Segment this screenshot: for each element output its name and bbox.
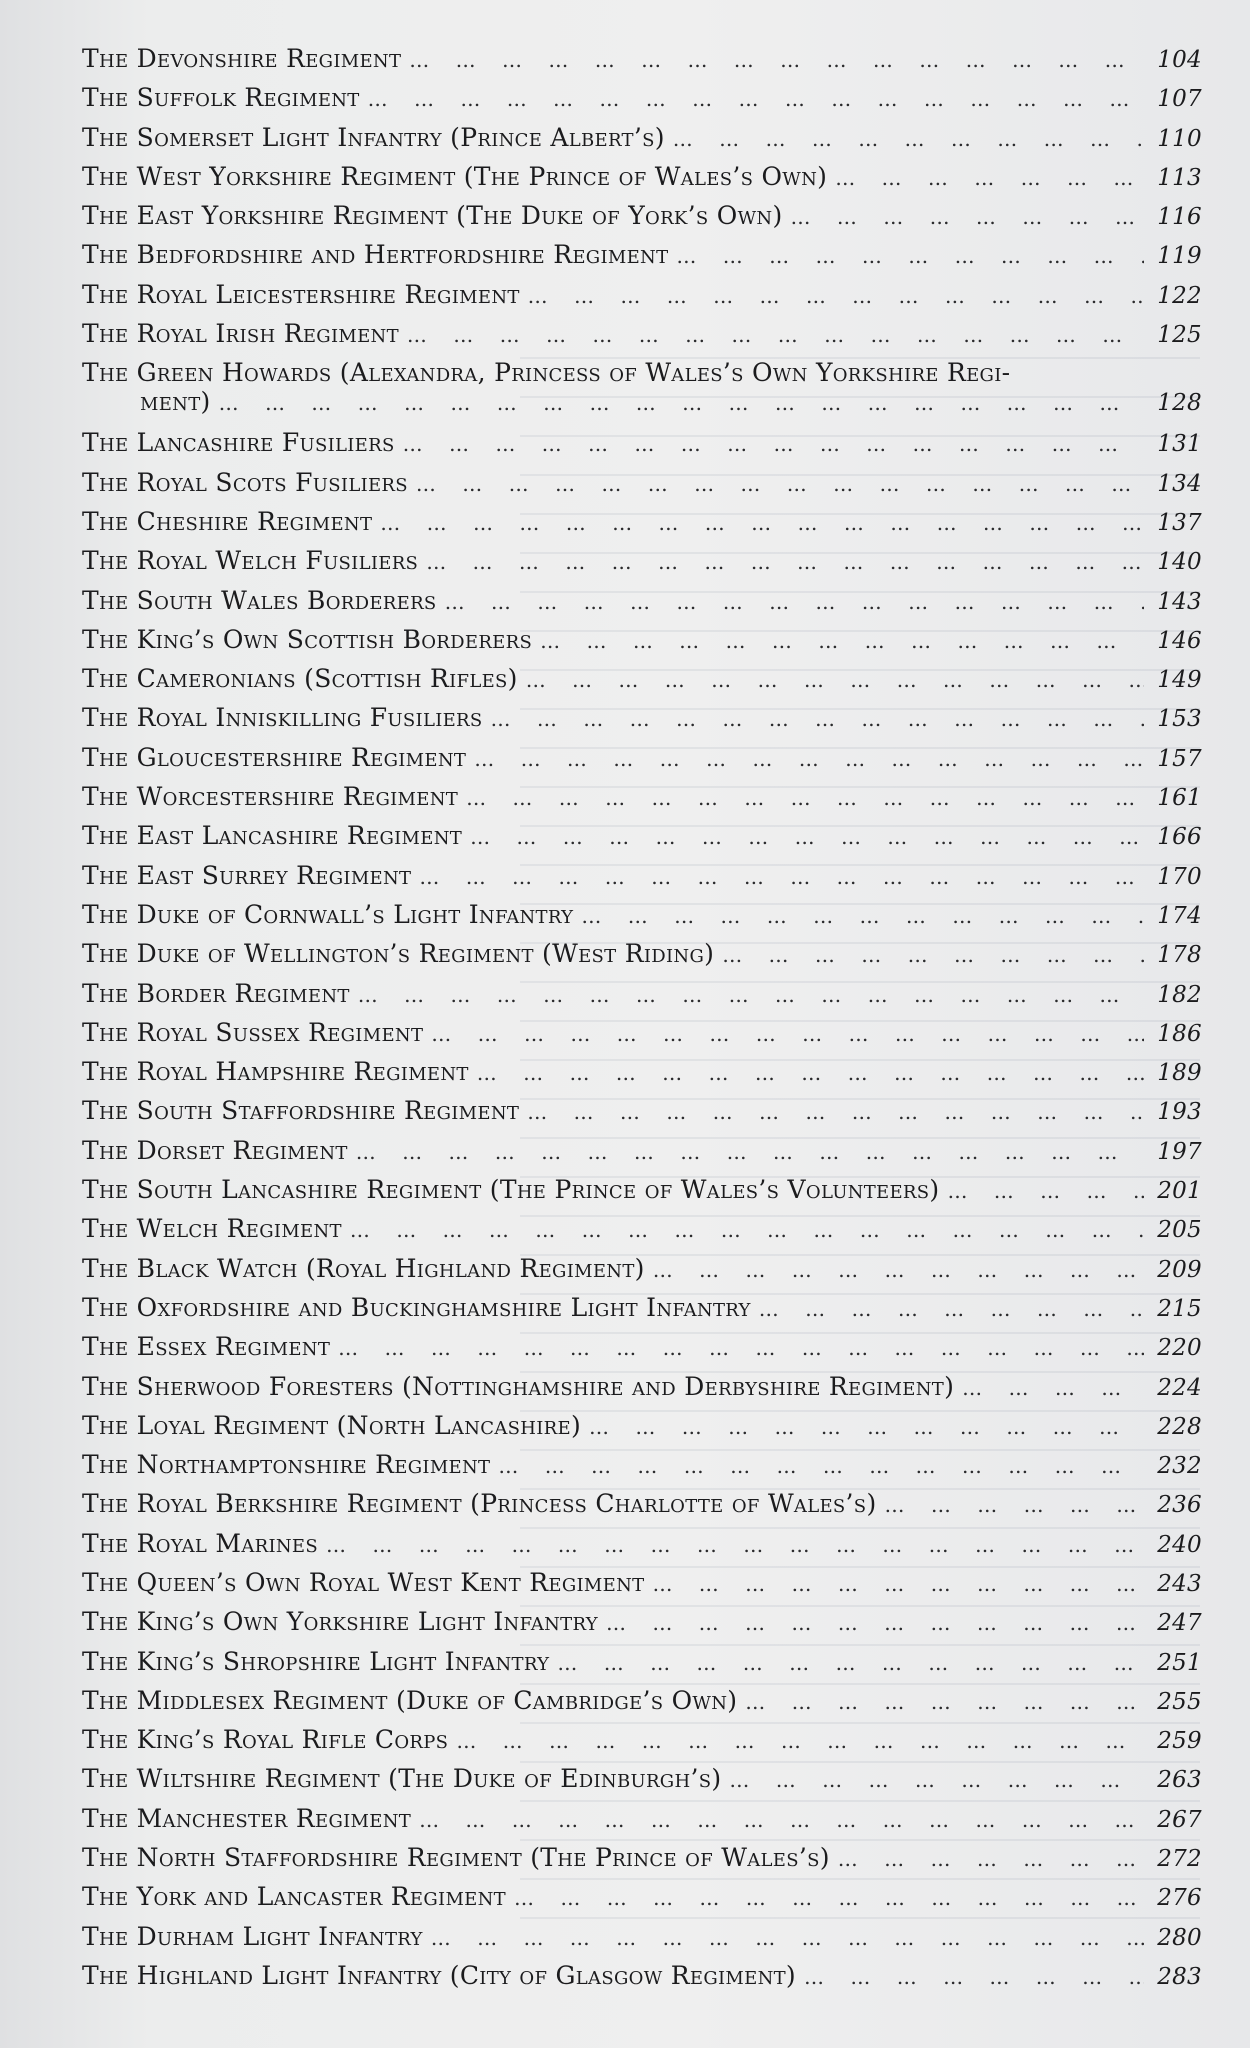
entry-page-number: 224 bbox=[1157, 1374, 1202, 1401]
entry-page-number: 182 bbox=[1157, 981, 1202, 1008]
entry-title: The Devonshire Regiment bbox=[82, 44, 402, 73]
entry-page-number: 259 bbox=[1157, 1728, 1202, 1755]
toc-entry bbox=[82, 979, 1202, 1018]
entry-title: The Royal Berkshire Regiment (Princess Charlotte of Wales’s) bbox=[82, 1489, 877, 1519]
dot-leader bbox=[431, 1926, 1144, 1950]
toc-entry bbox=[82, 1489, 1202, 1528]
dot-leader bbox=[368, 87, 1144, 111]
entry-page-number: 140 bbox=[1157, 549, 1202, 576]
toc-entry bbox=[82, 1214, 1202, 1253]
dot-leader bbox=[759, 1297, 1144, 1321]
entry-page-number: 137 bbox=[1157, 509, 1202, 536]
dot-leader bbox=[540, 629, 1144, 653]
toc-entry bbox=[82, 1057, 1202, 1096]
entry-title: The Green Howards (Alexandra, Princess of Wales’s Own Yorkshire Regi- bbox=[82, 358, 1011, 388]
dot-leader bbox=[474, 747, 1144, 771]
entry-title: The East Yorkshire Regiment (The Duke of York’s Own) bbox=[82, 201, 783, 231]
entry-page-number: 193 bbox=[1157, 1099, 1202, 1126]
toc-entry bbox=[82, 1096, 1202, 1135]
entry-title: The South Staffordshire Regiment bbox=[82, 1096, 520, 1126]
entry-title: The Royal Leicestershire Regiment bbox=[82, 279, 520, 309]
entry-title: The Duke of Cornwall’s Light Infantry bbox=[82, 899, 574, 929]
entry-title: The Lancashire Fusiliers bbox=[82, 428, 395, 458]
dot-leader bbox=[456, 1729, 1144, 1753]
dot-leader bbox=[498, 1454, 1144, 1478]
entry-page-number: 243 bbox=[1157, 1570, 1202, 1597]
dot-leader bbox=[403, 432, 1144, 456]
entry-page-number: 134 bbox=[1157, 470, 1202, 497]
entry-title: The Royal Hampshire Regiment bbox=[82, 1057, 469, 1087]
dot-leader bbox=[745, 1690, 1144, 1714]
entry-title: The East Surrey Regiment bbox=[82, 860, 412, 890]
dot-leader bbox=[589, 1415, 1144, 1439]
entry-page-number: 247 bbox=[1157, 1610, 1202, 1637]
entry-title: The Sherwood Foresters (Nottinghamshire and Derbyshire Regiment) bbox=[82, 1371, 955, 1401]
toc-entry bbox=[82, 1450, 1202, 1489]
dot-leader bbox=[606, 1611, 1144, 1635]
dot-leader bbox=[431, 1022, 1144, 1046]
entry-page-number: 119 bbox=[1157, 243, 1202, 270]
entry-title: The Royal Inniskilling Fusiliers bbox=[82, 703, 483, 733]
entry-title: The Royal Scots Fusiliers bbox=[82, 467, 408, 497]
toc-entry bbox=[82, 162, 1202, 201]
entry-title: The King’s Own Scottish Borderers bbox=[82, 624, 533, 654]
toc-entry bbox=[82, 861, 1202, 900]
dot-leader bbox=[581, 904, 1144, 928]
entry-page-number: 153 bbox=[1157, 706, 1202, 733]
entry-title: The Dorset Regiment bbox=[82, 1135, 348, 1165]
entry-page-number: 228 bbox=[1157, 1413, 1202, 1440]
entry-title: The Manchester Regiment bbox=[82, 1803, 412, 1833]
entry-page-number: 166 bbox=[1157, 824, 1202, 851]
entry-title: The South Wales Borderers bbox=[82, 585, 437, 615]
entry-page-number: 174 bbox=[1157, 902, 1202, 929]
dot-leader bbox=[947, 1179, 1144, 1203]
dot-leader bbox=[528, 284, 1144, 308]
dot-leader bbox=[470, 825, 1144, 849]
entry-page-number: 283 bbox=[1157, 1963, 1202, 1990]
dot-leader bbox=[416, 472, 1144, 496]
entry-title: The Wiltshire Regiment (The Duke of Edinburgh’s) bbox=[82, 1764, 722, 1794]
entry-page-number: 131 bbox=[1157, 431, 1202, 458]
entry-page-number: 107 bbox=[1157, 86, 1202, 113]
toc-entry bbox=[82, 1332, 1202, 1371]
entry-title: The South Lancashire Regiment (The Prince of Wales’s Volunteers) bbox=[82, 1175, 940, 1205]
entry-page-number: 149 bbox=[1157, 667, 1202, 694]
entry-title: The Royal Marines bbox=[82, 1528, 319, 1558]
toc-entry bbox=[82, 1293, 1202, 1332]
entry-page-number: 110 bbox=[1157, 125, 1202, 152]
dot-leader bbox=[526, 668, 1144, 692]
toc-entry bbox=[82, 782, 1202, 821]
entry-page-number: 157 bbox=[1157, 745, 1202, 772]
toc-entry bbox=[82, 586, 1202, 625]
entry-page-number: 178 bbox=[1157, 942, 1202, 969]
entry-page-number: 280 bbox=[1157, 1924, 1202, 1951]
entry-page-number: 232 bbox=[1157, 1453, 1202, 1480]
toc-entry bbox=[82, 1764, 1202, 1803]
dot-leader bbox=[350, 1218, 1144, 1242]
dot-leader bbox=[407, 323, 1144, 347]
entry-title: The Black Watch (Royal Highland Regiment) bbox=[82, 1253, 645, 1283]
dot-leader bbox=[722, 943, 1144, 967]
toc-entry bbox=[82, 468, 1202, 507]
entry-page-number: 186 bbox=[1157, 1020, 1202, 1047]
entry-title-continuation: ment) bbox=[140, 387, 211, 417]
entry-title: The Loyal Regiment (North Lancashire) bbox=[82, 1410, 582, 1440]
toc-entry bbox=[82, 743, 1202, 782]
entry-title: The Cheshire Regiment bbox=[82, 506, 373, 536]
dot-leader bbox=[527, 1100, 1144, 1124]
dot-leader bbox=[380, 511, 1144, 535]
dot-leader bbox=[835, 166, 1144, 190]
toc-entry bbox=[82, 939, 1202, 978]
entry-page-number: 215 bbox=[1157, 1295, 1202, 1322]
entry-page-number: 128 bbox=[1157, 390, 1202, 417]
toc-entry bbox=[82, 358, 1202, 428]
entry-title: The Duke of Wellington’s Regiment (West Riding) bbox=[82, 939, 715, 969]
dot-leader bbox=[326, 1533, 1144, 1557]
toc-entry bbox=[82, 1922, 1202, 1961]
dot-leader bbox=[514, 1886, 1144, 1910]
dot-leader bbox=[358, 983, 1144, 1007]
entry-page-number: 220 bbox=[1157, 1335, 1202, 1362]
toc-entry bbox=[82, 703, 1202, 742]
entry-title: The York and Lancaster Regiment bbox=[82, 1882, 506, 1912]
entry-page-number: 189 bbox=[1157, 1060, 1202, 1087]
toc-entry bbox=[82, 1725, 1202, 1764]
entry-continuation-line bbox=[82, 387, 1202, 416]
dot-leader bbox=[804, 1965, 1144, 1989]
entry-page-number: 209 bbox=[1157, 1256, 1202, 1283]
toc-entry bbox=[82, 1018, 1202, 1057]
entry-page-number: 276 bbox=[1157, 1885, 1202, 1912]
entry-page-number: 113 bbox=[1157, 164, 1202, 191]
dot-leader bbox=[338, 1336, 1144, 1360]
entry-page-number: 197 bbox=[1157, 1138, 1202, 1165]
toc-entry bbox=[82, 1647, 1202, 1686]
toc-entry bbox=[82, 625, 1202, 664]
entry-title: The Border Regiment bbox=[82, 978, 350, 1008]
dot-leader bbox=[791, 205, 1145, 229]
toc-entry bbox=[82, 1136, 1202, 1175]
dot-leader bbox=[466, 786, 1144, 810]
entry-page-number: 122 bbox=[1157, 282, 1202, 309]
toc-entry bbox=[82, 1411, 1202, 1450]
entry-page-number: 116 bbox=[1157, 204, 1202, 231]
toc-entry bbox=[82, 83, 1202, 122]
toc-entry bbox=[82, 201, 1202, 240]
entry-title: The Oxfordshire and Buckinghamshire Light Infantry bbox=[82, 1292, 751, 1322]
entry-title: The Durham Light Infantry bbox=[82, 1921, 423, 1951]
entry-title: The Middlesex Regiment (Duke of Cambridge’s Own) bbox=[82, 1685, 738, 1715]
entry-title: The Northamptonshire Regiment bbox=[82, 1450, 491, 1480]
entry-page-number: 125 bbox=[1157, 322, 1202, 349]
table-of-contents bbox=[82, 44, 1202, 2000]
entry-page-number: 104 bbox=[1157, 47, 1202, 73]
dot-leader bbox=[673, 127, 1144, 151]
dot-leader bbox=[477, 1061, 1144, 1085]
dot-leader bbox=[419, 865, 1144, 889]
entry-page-number: 267 bbox=[1157, 1806, 1202, 1833]
entry-page-number: 236 bbox=[1157, 1492, 1202, 1519]
entry-title: The Cameronians (Scottish Rifles) bbox=[82, 664, 518, 694]
toc-entry bbox=[82, 1686, 1202, 1725]
entry-title: The West Yorkshire Regiment (The Prince of Wales’s Own) bbox=[82, 161, 828, 191]
toc-entry bbox=[82, 1529, 1202, 1568]
entry-title: The Welch Regiment bbox=[82, 1214, 342, 1244]
entry-title: The King’s Shropshire Light Infantry bbox=[82, 1646, 550, 1676]
entry-title: The Highland Light Infantry (City of Glasgow Regiment) bbox=[82, 1960, 796, 1990]
dot-leader bbox=[962, 1376, 1144, 1400]
toc-entry bbox=[82, 428, 1202, 467]
entry-page-number: 272 bbox=[1157, 1846, 1202, 1873]
toc-entry bbox=[82, 240, 1202, 279]
toc-entry bbox=[82, 319, 1202, 358]
dot-leader bbox=[219, 391, 1144, 415]
entry-title: The Suffolk Regiment bbox=[82, 83, 360, 113]
entry-title: The North Staffordshire Regiment (The Prince of Wales’s) bbox=[82, 1843, 830, 1873]
toc-entry bbox=[82, 1961, 1202, 2000]
toc-entry bbox=[82, 1175, 1202, 1214]
toc-entry bbox=[82, 1882, 1202, 1921]
entry-title: The Royal Welch Fusiliers bbox=[82, 546, 419, 576]
entry-page-number: 255 bbox=[1157, 1688, 1202, 1715]
entry-title: The Essex Regiment bbox=[82, 1332, 331, 1362]
toc-entry bbox=[82, 900, 1202, 939]
entry-title: The King’s Royal Rifle Corps bbox=[82, 1725, 449, 1755]
entry-page-number: 251 bbox=[1157, 1649, 1202, 1676]
entry-page-number: 146 bbox=[1157, 627, 1202, 654]
dot-leader bbox=[426, 550, 1144, 574]
dot-leader bbox=[356, 1140, 1144, 1164]
dot-leader bbox=[557, 1651, 1144, 1675]
toc-entry bbox=[82, 280, 1202, 319]
toc-entry bbox=[82, 1607, 1202, 1646]
toc-entry bbox=[82, 1568, 1202, 1607]
dot-leader bbox=[653, 1258, 1144, 1282]
toc-entry bbox=[82, 546, 1202, 585]
dot-leader bbox=[409, 48, 1144, 72]
toc-entry bbox=[82, 1372, 1202, 1411]
dot-leader bbox=[652, 1572, 1144, 1596]
dot-leader bbox=[419, 1808, 1144, 1832]
entry-title: The Gloucestershire Regiment bbox=[82, 742, 467, 772]
entry-page-number: 263 bbox=[1157, 1767, 1202, 1794]
entry-page-number: 143 bbox=[1157, 588, 1202, 615]
entry-page-number: 205 bbox=[1157, 1217, 1202, 1244]
entry-title: The Worcestershire Regiment bbox=[82, 782, 459, 812]
dot-leader bbox=[729, 1768, 1144, 1792]
toc-entry bbox=[82, 123, 1202, 162]
entry-page-number: 201 bbox=[1157, 1178, 1202, 1205]
toc-entry bbox=[82, 507, 1202, 546]
toc-entry bbox=[82, 664, 1202, 703]
dot-leader bbox=[445, 590, 1144, 614]
entry-page-number: 170 bbox=[1157, 863, 1202, 890]
toc-entry bbox=[82, 1843, 1202, 1882]
entry-title: The Bedfordshire and Hertfordshire Regiment bbox=[82, 240, 669, 270]
toc-entry bbox=[82, 44, 1202, 83]
entry-page-number: 240 bbox=[1157, 1531, 1202, 1558]
entry-title: The Royal Sussex Regiment bbox=[82, 1017, 424, 1047]
dot-leader bbox=[838, 1847, 1144, 1871]
toc-entry bbox=[82, 1804, 1202, 1843]
dot-leader bbox=[491, 707, 1144, 731]
entry-title: The King’s Own Yorkshire Light Infantry bbox=[82, 1607, 598, 1637]
toc-entry bbox=[82, 1254, 1202, 1293]
entry-title: The Somerset Light Infantry (Prince Albert’s) bbox=[82, 122, 665, 152]
entry-title: The Royal Irish Regiment bbox=[82, 319, 399, 349]
entry-title: The Queen’s Own Royal West Kent Regiment bbox=[82, 1567, 645, 1597]
entry-title: The East Lancashire Regiment bbox=[82, 821, 463, 851]
entry-page-number: 161 bbox=[1157, 785, 1202, 812]
dot-leader bbox=[676, 244, 1144, 268]
toc-entry bbox=[82, 821, 1202, 860]
dot-leader bbox=[885, 1493, 1145, 1517]
